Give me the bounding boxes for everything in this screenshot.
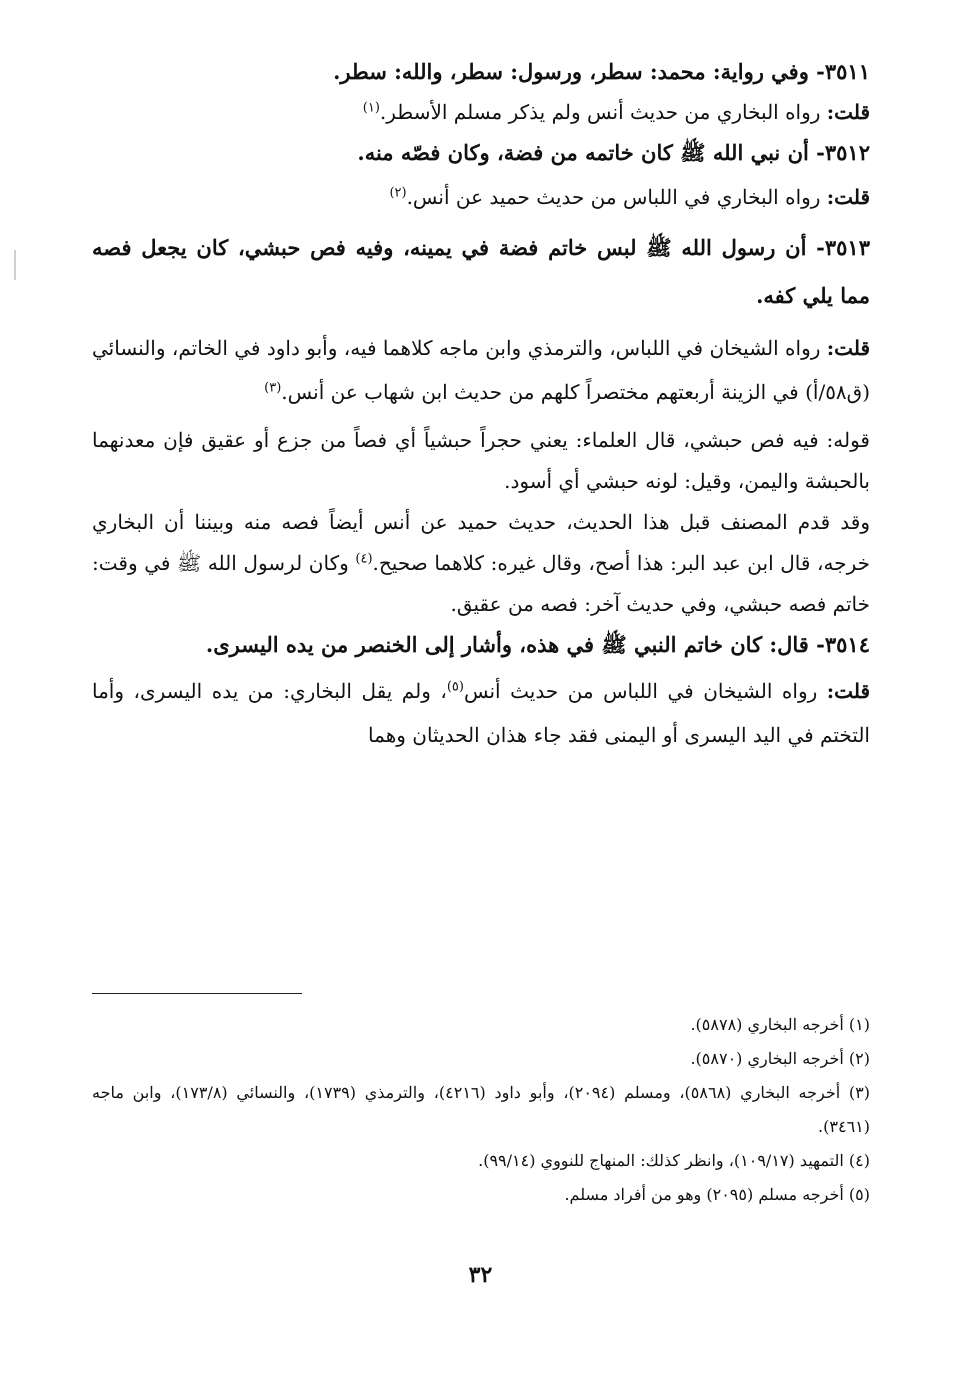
hadith-3512 xyxy=(92,133,870,173)
qult-label: قلت: xyxy=(826,336,870,360)
commentary-text: قوله: فيه فص حبشي، قال العلماء: يعني حجراً حبشياً أي فصاً من جزع أو عقيق فإن معدنهما بالحبشة واليمن، وقيل: لونه حبشي أي أسود. xyxy=(92,428,870,493)
footnote-2: (٢) أخرجه البخاري (٥٨٧٠). xyxy=(690,1049,870,1068)
commentary-text: وقد قدم المصنف قبل هذا الحديث، حديث حميد عن أنس أيضاً فصه منه وبيننا أن البخاري خرجه، قال ابن عبد البر: هذا أصح، وقال غيره: كلاهما صحيح. xyxy=(92,510,870,575)
qult-3512 xyxy=(92,177,870,218)
hadith-text: أن رسول الله ﷺ لبس خاتم فضة في يمينه، وفيه فص حبشي، كان يجعل فصه مما يلي كفه. xyxy=(92,235,870,308)
hadith-number: ٣٥١١- xyxy=(816,59,870,84)
margin-mark xyxy=(14,250,16,280)
qult-text: رواه البخاري في اللباس من حديث حميد عن أنس. xyxy=(406,185,827,209)
footnote-1: (١) أخرجه البخاري (٥٨٧٨). xyxy=(690,1015,870,1034)
commentary-fass xyxy=(92,420,870,502)
hadith-number: ٣٥١٤- xyxy=(816,632,870,657)
commentary-humaid xyxy=(92,502,870,625)
footnotes xyxy=(92,1008,870,1212)
footnote-ref-4: (٤) xyxy=(355,551,373,567)
footnote-5: (٥) أخرجه مسلم (٢٠٩٥) وهو من أفراد مسلم. xyxy=(564,1185,870,1204)
footnote-4: (٤) التمهيد (١٠٩/١٧)، وانظر كذلك: المنهاج للنووي (٩٩/١٤). xyxy=(478,1151,870,1170)
qult-3513 xyxy=(92,326,870,414)
hadith-3511 xyxy=(92,52,870,92)
hadith-number: ٣٥١٢- xyxy=(816,140,870,165)
footnote-separator xyxy=(92,993,302,994)
footnote-ref-3: (٣) xyxy=(264,380,282,396)
footnote-ref-1: (١) xyxy=(362,100,380,116)
footnote-ref-5: (٥) xyxy=(446,679,464,695)
hadith-number: ٣٥١٣- xyxy=(816,235,870,260)
qult-label: قلت: xyxy=(826,100,870,124)
hadith-text: قال: كان خاتم النبي ﷺ في هذه، وأشار إلى الخنصر من يده اليسرى. xyxy=(205,632,817,657)
hadith-3514 xyxy=(92,625,870,665)
hadith-text: وفي رواية: محمد: سطر، ورسول: سطر، والله: سطر. xyxy=(333,59,817,84)
qult-label: قلت: xyxy=(826,679,870,703)
hadith-3513 xyxy=(92,224,870,320)
qult-3511 xyxy=(92,92,870,133)
commentary-tail: وكان لرسول الله ﷺ في وقت: خاتم فصه حبشي، وفي حديث آخر: فصه من عقيق. xyxy=(92,551,870,616)
page-number: ٣٢ xyxy=(468,1262,493,1288)
qult-text: رواه البخاري من حديث أنس ولم يذكر مسلم الأسطر. xyxy=(379,100,827,124)
qult-text: رواه الشيخان في اللباس من حديث أنس xyxy=(463,679,827,703)
footnote-ref-2: (٢) xyxy=(389,185,407,201)
qult-text: رواه الشيخان في اللباس، والترمذي وابن ماجه كلاهما فيه، وأبو داود في الخاتم، والنسائي (ق٥٨/أ) في الزينة أربعتهم مختصراً كلهم من حديث ابن شهاب عن أنس. xyxy=(92,336,870,404)
footnote-3: (٣) أخرجه البخاري (٥٨٦٨)، ومسلم (٢٠٩٤)، وأبو داود (٤٢١٦)، والترمذي (١٧٣٩)، والنسائي (١٧٣/٨)، وابن ماجه (٣٤٦١). xyxy=(92,1083,871,1136)
qult-label: قلت: xyxy=(826,185,870,209)
hadith-text: أن نبي الله ﷺ كان خاتمه من فضة، وكان فصّه منه. xyxy=(357,140,817,165)
qult-tail: ، ولم يقل البخاري: من يده اليسرى، وأما التختم في اليد اليسرى أو اليمنى فقد جاء هذان الحديثان وهما xyxy=(92,679,870,747)
qult-3514 xyxy=(92,669,870,757)
